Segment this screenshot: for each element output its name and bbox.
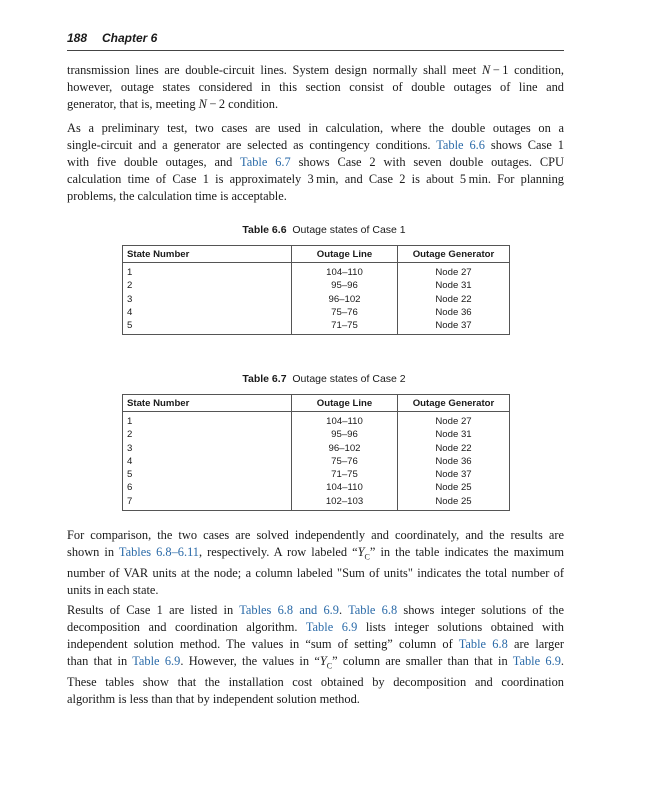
state-cell: 7: [123, 495, 292, 511]
table-6-7-link[interactable]: Table 6.7: [240, 155, 291, 169]
generator-cell: Node 27: [398, 263, 510, 280]
generator-cell: Node 37: [398, 319, 510, 335]
running-header: [67, 30, 564, 51]
table-6-7-caption: Table 6.7 Outage states of Case 2: [242, 373, 406, 385]
table-row: [123, 293, 510, 306]
generator-cell: Node 25: [398, 481, 510, 494]
line-cell: 95–96: [292, 279, 398, 292]
column-header: Outage Line: [292, 246, 398, 263]
line-cell: 104–110: [292, 263, 398, 280]
tables-6-8-6-11-link[interactable]: Tables 6.8–6.11: [118, 545, 199, 559]
generator-cell: Node 36: [398, 455, 510, 468]
text-line: For comparison, the two cases are solved independently and coordinately, and the results are: [67, 528, 564, 542]
state-cell: 1: [123, 412, 292, 429]
line-cell: 75–76: [292, 306, 398, 319]
table-6-6-link[interactable]: Table 6.6: [436, 138, 485, 152]
text-line: transmission lines are double-circuit lines. System design normally shall meet N − 1 condition,: [67, 63, 564, 77]
table-row: [123, 468, 510, 481]
column-header: State Number: [123, 395, 292, 412]
text-line: As a preliminary test, two cases are used in calculation, where the double outages on a: [67, 121, 564, 135]
table-6-6-caption: Table 6.6 Outage states of Case 1: [242, 224, 406, 236]
state-cell: 2: [123, 428, 292, 441]
line-cell: 75–76: [292, 455, 398, 468]
generator-cell: Node 37: [398, 468, 510, 481]
text-line: Results of Case 1 are listed in Tables 6.8 and 6.9. Table 6.8 shows integer solutions of the: [67, 603, 564, 617]
table-6-8-link[interactable]: Table 6.8: [348, 603, 398, 617]
table-row: [123, 412, 510, 429]
state-cell: 6: [123, 481, 292, 494]
table-row: [123, 495, 510, 511]
line-cell: 96–102: [292, 442, 398, 455]
state-cell: 4: [123, 455, 292, 468]
line-cell: 104–110: [292, 412, 398, 429]
state-cell: 1: [123, 263, 292, 280]
column-header: Outage Line: [292, 395, 398, 412]
text-line: generator, that is, meeting N − 2 condition.: [67, 97, 279, 111]
state-cell: 2: [123, 279, 292, 292]
page-number: 188: [67, 31, 88, 45]
line-cell: 95–96: [292, 428, 398, 441]
table-6-8-link[interactable]: Table 6.8: [458, 637, 508, 651]
tables-6-8-6-9-link[interactable]: Tables 6.8 and 6.9: [239, 603, 339, 617]
text-line: independent solution method. The values in “sum of setting” column of Table 6.8 are larger: [67, 637, 564, 651]
generator-cell: Node 27: [398, 412, 510, 429]
state-cell: 5: [123, 468, 292, 481]
line-cell: 71–75: [292, 319, 398, 335]
text-line: decomposition and coordination algorithm. Table 6.9 lists integer solutions obtained with: [67, 620, 565, 634]
text-line: with five double outages, and Table 6.7 shows Case 2 with seven double outages. CPU: [67, 155, 564, 169]
state-cell: 3: [123, 293, 292, 306]
paragraph-2: [67, 120, 564, 205]
line-cell: 96–102: [292, 293, 398, 306]
table-6-9-link[interactable]: Table 6.9: [132, 654, 181, 668]
chapter-title: Chapter 6: [102, 31, 158, 45]
line-cell: 71–75: [292, 468, 398, 481]
paragraph-1: [67, 62, 564, 113]
text-line: algorithm is less than that by independent solution method.: [67, 692, 360, 707]
table-row: [123, 481, 510, 494]
table-6-7: [122, 394, 510, 511]
line-cell: 104–110: [292, 481, 398, 494]
generator-cell: Node 22: [398, 293, 510, 306]
table-6-9-link[interactable]: Table 6.9: [305, 620, 358, 634]
text-line: than that in Table 6.9. However, the values in “$Y_C$” column are smaller than that in Table 6.9.: [67, 654, 564, 671]
generator-cell: Node 25: [398, 495, 510, 511]
state-cell: 5: [123, 319, 292, 335]
state-cell: 4: [123, 306, 292, 319]
text-line: These tables show that the installation cost obtained by decomposition and coordination: [67, 675, 564, 690]
generator-cell: Node 31: [398, 428, 510, 441]
generator-cell: Node 22: [398, 442, 510, 455]
text-line: units in each state.: [67, 583, 159, 598]
column-header: Outage Generator: [398, 395, 510, 412]
text-line: single-circuit and a generator are selected as contingency conditions. Table 6.6 shows Case 1: [67, 138, 564, 152]
table-row: [123, 428, 510, 441]
table-row: [123, 455, 510, 468]
state-cell: 3: [123, 442, 292, 455]
paragraph-4: [67, 602, 564, 708]
generator-cell: Node 31: [398, 279, 510, 292]
column-header: Outage Generator: [398, 246, 510, 263]
table-6-9-link[interactable]: Table 6.9: [512, 654, 561, 668]
table-row: [123, 319, 510, 335]
generator-cell: Node 36: [398, 306, 510, 319]
text-line: calculation time of Case 1 is approximately 3 min, and Case 2 is about 5 min. For planning: [67, 172, 564, 186]
text-line: however, outage states considered in this section consist of double outages of line and: [67, 80, 564, 94]
text-line: problems, the calculation time is acceptable.: [67, 189, 287, 203]
line-cell: 102–103: [292, 495, 398, 511]
table-row: [123, 263, 510, 280]
text-line: number of VAR units at the node; a column labeled "Sum of units" indicates the total number of: [67, 566, 564, 581]
table-row: [123, 279, 510, 292]
table-row: [123, 306, 510, 319]
column-header: State Number: [123, 246, 292, 263]
table-row: [123, 442, 510, 455]
text-line: shown in Tables 6.8–6.11, respectively. A row labeled “$Y_C$” in the table indicates the maximum: [67, 545, 564, 562]
paragraph-3: [67, 527, 564, 599]
table-6-6: [122, 245, 510, 335]
